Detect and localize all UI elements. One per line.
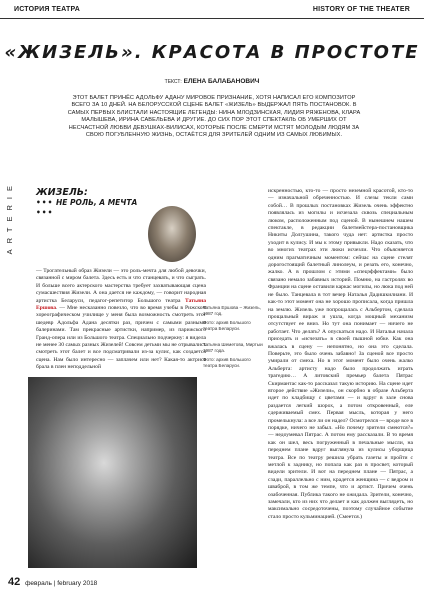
caption-2: Фото: архив Большого театра Беларуси. [203, 320, 251, 331]
header-rule [0, 18, 424, 19]
portrait-photo [148, 206, 196, 262]
lead-paragraph: ЭТОТ БАЛЕТ ПРИНЁС АДОЛЬФУ АДАНУ МИРОВОЕ ПРИЗНАНИЕ, ХОТЯ НАПИСАЛ ЕГО КОМПОЗИТОР ВСЕГО ЗА 10 ДНЕЙ. НА БЕЛОРУССКОЙ СЦЕНЕ БАЛЕТ «ЖИЗЕЛЬ» ВЫДЕРЖАЛ ПЯТЬ ПОСТАНОВОК. В САМЫХ ПЕРВЫХ БЛИСТАЛИ НАСТОЯЩИЕ ЛЕГЕНДЫ: НИНА МЛОДЗИНСКАЯ, ЛИДИЯ РЯЖЕНОВА, КЛАРА МАЛЫШЕВА, ИРИНА САВЕЛЬЕВА И ДРУГИЕ. ДО СИХ ПОР ЭТОТ СПЕКТАКЛЬ ОБ УМЕРШИХ ОТ НЕСЧАСТНОЙ ЛЮБВИ ДЕВУШКАХ-ВИЛИСАХ, КОТОРЫЕ ПОСЛЕ СМЕРТИ МСТЯТ МОЛОДЫМ ЛЮДЯМ ЗА СВОЮ ПОГУБЛЕННУЮ ЖИЗНЬ, ОСТАЁТСЯ ДЛЯ ЗРИТЕЛЕЙ ОДНИМ ИЗ САМЫХ ЛЮБИМЫХ. [67, 95, 361, 139]
section-label: ИСТОРИЯ ТЕАТРА [14, 6, 80, 13]
caption-3: Татьяна Шеметова, Миртыи 1987 года. [203, 342, 263, 353]
byline-author: ЕЛЕНА БАЛАБАНОВИЧ [183, 78, 260, 85]
column-2 [268, 188, 413, 580]
issue-date: февраль | february 2018 [25, 580, 98, 587]
captions [203, 305, 263, 369]
article-title: «ЖИЗЕЛЬ». КРАСОТА В ПРОСТОТЕ [4, 42, 420, 63]
col2-text: искренностью, кто-то — просто неземной красотой, кто-то — изначальной обреченностью. И слезы текли сами собой… В прошлых постановках Жизель очень эффектно появлялась из могилы и исчезала сквозь специальным люком, расположенным под сценой. В нынешнем нашем спектакле, в редакции балетмейстера-постановщика Никиты Долгушина, такого чуда нет: артистка просто уходит в кулису. И мы к этому привыкли. Надо сказать, что во многих театрах эти люки исчезли. Что объясняется одним прагматичным моментом: сейчас на сцене стелят дорогостоящий балетный линолеум, и резать его, конечно, жалко. А в прошлом с этими «спецэффектами» было связано немало забавных историй. Помню, на гастролях во Франции на сцене оставили каркас могилы, но люка под ней не было. Танцевала в тот вечер Наталья Дадишкилиани. И как-то этот момент она не хорошо прописала, когда пришла на землю. Жизель уже попрощалась с Альбертом, сделала прощальный вираж и ушла, когда мощный механизм отсутствует ее вниз. Но тут она понимает — ничего не работает. Что делать? А опускаться надо. И Наталья начала приседать и «исчезать» в своей пышной юбке. Как она вжалась в сцену — непонятно, но она это сделала. Поверьте, это было очень забавно! За сценой все просто умирали от смеха. Но в этот момент было очень жалко Альберта: артисту надо было продолжать играть трагедию… А литовский премьер балета Пятрас Скирмантас как-то рассказал такую историю. На сцене идет второе действие «Жизели», он скорбно в образе Альберта идет по кладбищу с цветами — и вдруг в зале снова раздается легкий шорох, а потом откровенный, еле сдерживаемый смех. Первая мысль, которая у него промелькнула: а все ли он надел? Осмотрелся — вроде все в порядке, ничего не забыл. «Но почему зрители смеются?» — недоумевал Пятрас. А потом ему рассказали. В то время как он шел, весь погруженный в печальные мысли, на переднем плане вдруг выглянула из кулисы уборщица театра. Все по театру решила убрать газеты и пройти с метлой к заднику, но попала как раз в просвет, который видели зрители. И вот на переднем плане — Пятрас, а сзади, параллельно с ним, крадется женщина — с ведром и шваброй, в том же темпе, что и артист. Причем очень озабоченная. Публика такого не ожидала. Зрители, конечно, замечали, кто из них что делает и как должен выглядеть, но максимально сосредоточены, поэтому случайное событие стало просто кульминацией. (Смеется.) [268, 188, 413, 520]
stage-photo [28, 377, 197, 568]
section-heading [36, 188, 141, 218]
byline [0, 78, 424, 85]
column-1 [36, 268, 206, 372]
col1-text-b: . — Мне несказанно повезло, что во время учебы в Рижском хореографическом училище у меня была возможность смотреть этот шедевр Адольфа Адана десятки раз, причем с самыми разными балеринами. Там прекрасные артистки, например, из парижского Гранд-опера или из Большого театра. Специально подчеркну: я видела не менее 30 самых разных Жизелей! Совсем детьми мы не отрывались смотреть этот балет и все подсматривали из-за кулис, как создается сцена. Нам было интересно — заплачем или нет? Какая-то актриса брала в плен неподдельной [36, 305, 206, 371]
caption-1: Татьяна Ершова – Жизель, 1987 год. [203, 305, 261, 316]
section-subtitle: ••• НЕ РОЛЬ, А МЕЧТА ••• [36, 198, 138, 217]
footer [8, 576, 97, 588]
col1-text: — Трогательный образ Жизели — это роль-мечта для любой девочки, связанной с миром балета. Здесь есть и что станцевать, и что сыграть. И больше всего актерского мастерства требует захватывающая сцена сумасшествия Жизели. А она дается не каждому, — говорит народная артистка Беларуси, педагог-репетитор Большого театра [36, 268, 206, 304]
caption-4: Фото: архив Большого театра Беларуси. [203, 357, 251, 368]
side-label: ARTERIE [5, 180, 14, 255]
col1-name: Татьяна Ершова [36, 297, 206, 312]
section-title: ЖИЗЕЛЬ: [36, 187, 88, 198]
section-label-en: HISTORY OF THE THEATER [312, 6, 410, 13]
page-number: 42 [8, 576, 21, 588]
byline-prefix: ТЕКСТ: [164, 79, 182, 85]
